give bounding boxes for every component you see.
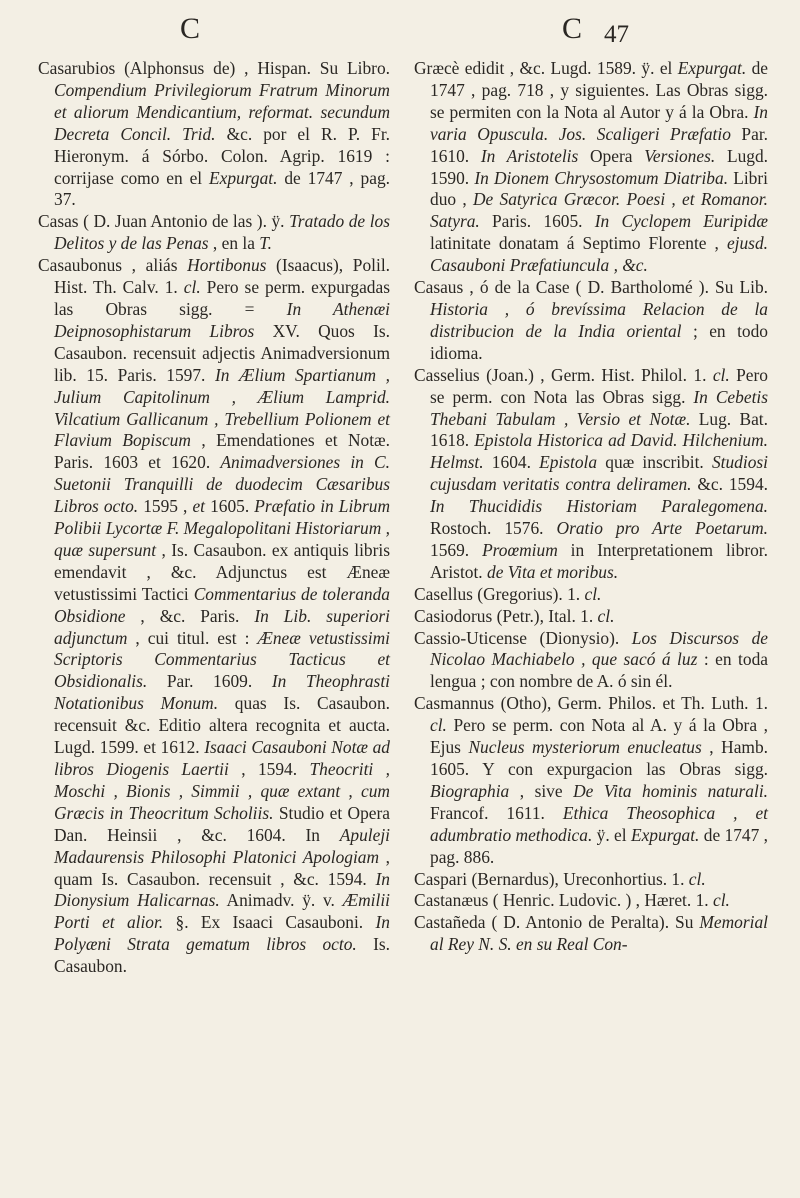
index-entry: Casmannus (Otho), Germ. Philos. et Th. Luth. 1. cl. Pero se perm. con Nota al A. y á la Obra , Ejus Nucleus mysteriorum enucleatus , Hamb. 1605. Y con expurgacion las Obras sigg. Biographia , sive De Vita hominis naturali. Francof. 1611. Ethica Theosophica , et adumbratio methodica. ÿ. el Expurgat. de 1747 , pag. 886. bbox=[414, 693, 769, 867]
index-entry: Castañeda ( D. Antonio de Peralta). Su Memorial al Rey N. S. en su Real Con- bbox=[414, 912, 768, 955]
index-entry: Casellus (Gregorius). 1. cl. bbox=[414, 583, 602, 604]
index-entry: Casselius (Joan.) , Germ. Hist. Philol. 1. cl. Pero se perm. con Nota las Obras sigg. In Cebetis Thebani Tabulam , Versio et Notæ. Lug. Bat. 1618. Epistola Historica ad David. Hilchenium. Helmst. 1604. Epistola quæ inscribit. Studiosi cujusdam veritatis contra deliramen. &c. 1594. In Thucididis Historiam Paralegomena. Rostoch. 1576. Oratio pro Arte Poetarum. 1569. Proœmium in Interpretationem libror. Aristot. de Vita et moribus. bbox=[414, 364, 768, 582]
index-entry: Casiodorus (Petr.), Ital. 1. cl. bbox=[414, 605, 615, 626]
index-entry: Casaubonus , aliás Hortibonus (Isaacus), Polil. Hist. Th. Calv. 1. cl. Pero se perm. expurgadas las Obras sigg. = In Athenæi Deipnosophistarum Libros XV. Quos Is. Casaubon. recensuit adjectis Animadversionum lib. 15. Paris. 1597. In Ælium Spartianum , Julium Capitolinum , Ælium Lamprid. Vilcatium Gallicanum , Trebellium Polionem et Flavium Bopiscum , Emendationes et Notæ. Paris. 1603 et 1620. Animadversiones in C. Suetonii Tranquilli de duodecim Cæsaribus Libros octo. 1595 , et 1605. Præfatio in Librum Polibii Lycortæ F. Megalopolitani Historiarum , quæ supersunt , Is. Casaubon. ex antiquis libris emendavit , &c. Adjunctus est Æneæ vetustissimi Tactici Commentarius de toleranda Obsidione , &c. Paris. In Lib. superiori adjunctum , cui titul. est : Æneæ vetustissimi Scriptoris Commentarius Tacticus et Obsidionalis. Par. 1609. In Theophrasti Notationibus Monum. quas Is. Casaubon. recensuit &c. Editio altera recognita et aucta. Lugd. 1599. et 1612. Isaaci Casauboni Notæ ad libros Diogenis Laertii , 1594. Theocriti , Moschi , Bionis , Simmii , quæ extant , cum Græcis in Theocritum Scholiis. Studio et Opera Dan. Heinsii , &c. 1604. In Apuleji Madaurensis Philosophi Platonici Apologiam , quam Is. Casaubon. recensuit , &c. 1594. In Dionysium Halicarnas. Animadv. ÿ. v. Æmilii Porti et alior. §. Ex Isaaci Casauboni. In Polyæni Strata gematum libros octo. Is. Casaubon. bbox=[38, 255, 391, 977]
left-column bbox=[38, 58, 390, 978]
index-entry: Græcè edidit , &c. Lugd. 1589. ÿ. el Expurgat. de 1747 , pag. 718 , y siguientes. Las Obras sigg. se permiten con la Nota al Autor y á la Obra. In varia Opuscula. Jos. Scaligeri Præfatio Par. 1610. In Aristotelis Opera Versiones. Lugd. 1590. In Dionem Chrysostomum Diatriba. Libri duo , De Satyrica Græcor. Poesi , et Romanor. Satyra. Paris. 1605. In Cyclopem Euripidæ latinitate donatam á Septimo Florente , ejusd. Casauboni Præfatiuncula , &c. bbox=[414, 58, 769, 276]
page-number: 47 bbox=[604, 21, 629, 48]
index-entry: Caspari (Bernardus), Ureconhortius. 1. cl. bbox=[414, 868, 706, 889]
index-entry: Cassio-Uticense (Dionysio). Los Discursos de Nicolao Machiabelo , que sacó á luz : en toda lengua ; con nombre de A. ó sin él. bbox=[414, 627, 768, 692]
right-section-letter: C bbox=[562, 12, 583, 45]
left-section-letter: C bbox=[180, 12, 201, 45]
index-entry: Casas ( D. Juan Antonio de las ). ÿ. Tratado de los Delitos y de las Penas , en la T. bbox=[38, 211, 391, 254]
right-column bbox=[414, 58, 768, 956]
index-entry: Castanæus ( Henric. Ludovic. ) , Hæret. 1. cl. bbox=[414, 890, 730, 911]
index-entry: Casarubios (Alphonsus de) , Hispan. Su Libro. Compendium Privilegiorum Fratrum Minorum et aliorum Mendicantium, reformat. secundum Decreta Concil. Trid. &c. por el R. P. Fr. Hieronym. á Sórbo. Colon. Agrip. 1619 : corrijase como en el Expurgat. de 1747 , pag. 37. bbox=[38, 58, 390, 210]
index-entry: Casaus , ó de la Case ( D. Bartholomé ). Su Lib. Historia , ó brevíssima Relacion de la distribucion de la India oriental ; en todo idioma. bbox=[414, 277, 768, 363]
